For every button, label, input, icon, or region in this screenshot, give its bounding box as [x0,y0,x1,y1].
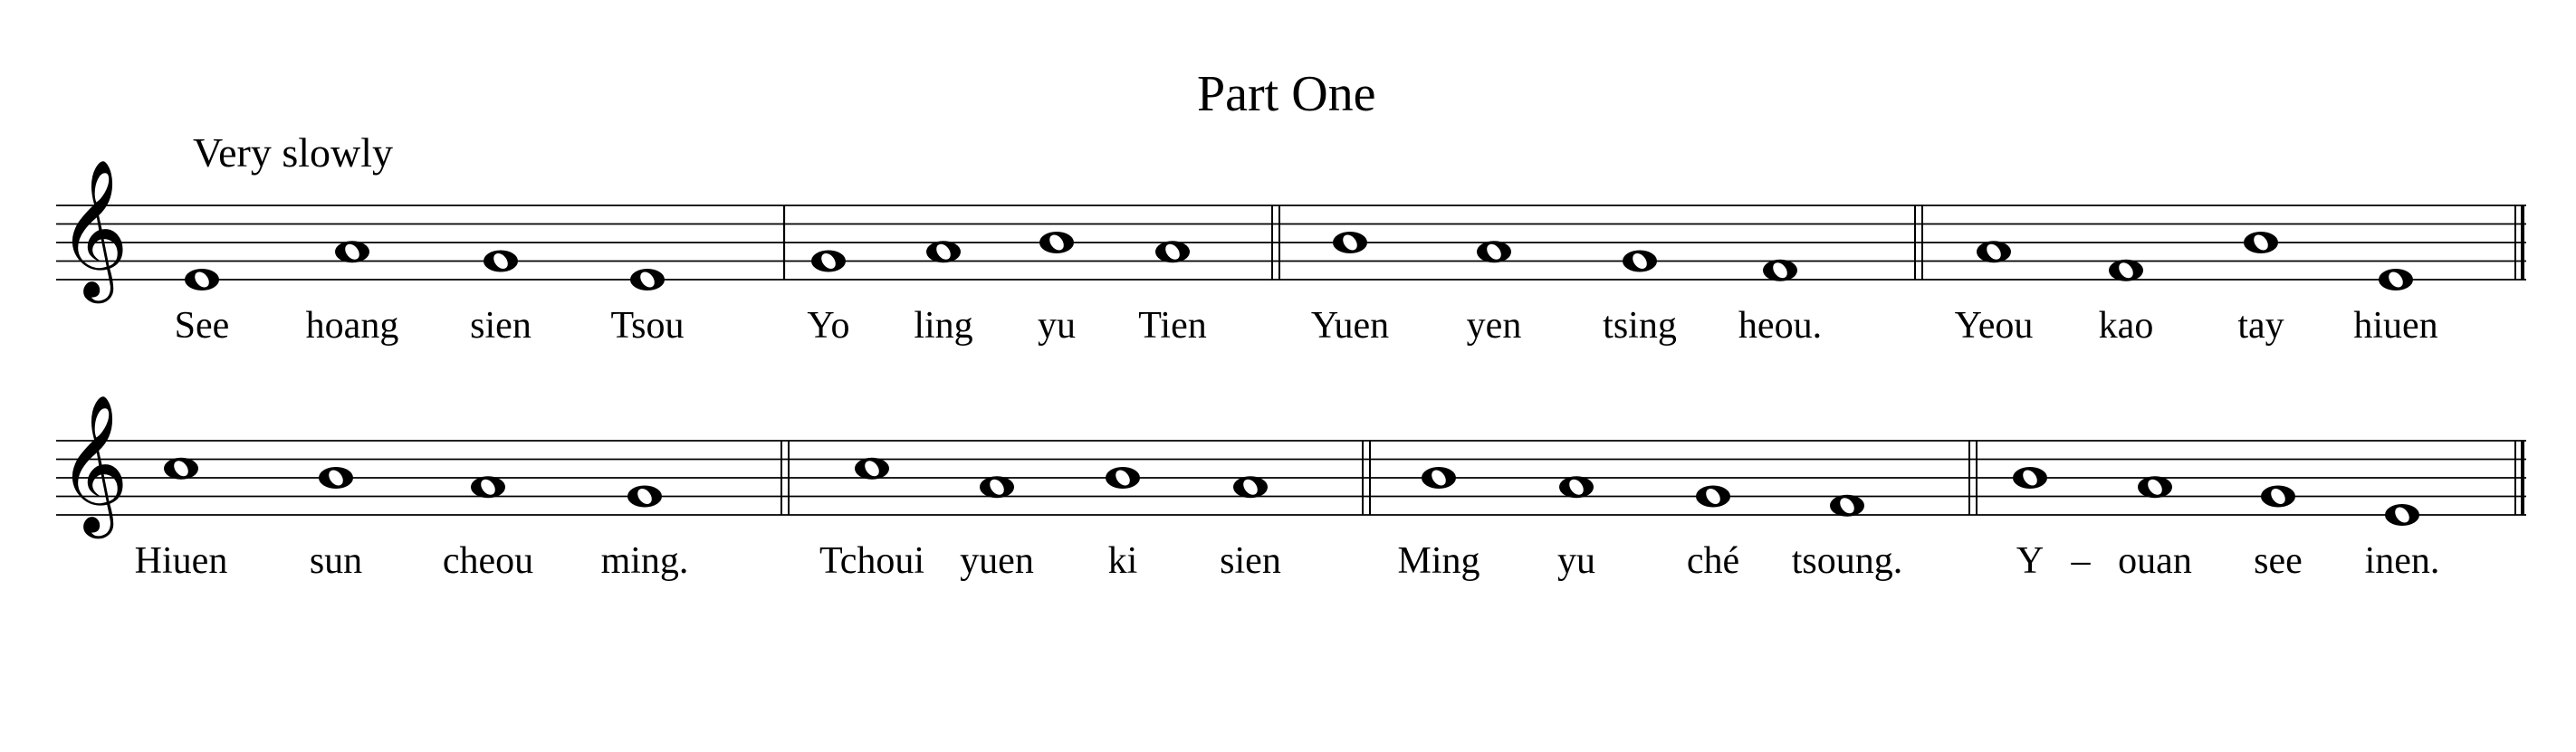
lyric-syllable: Tsou [610,305,685,347]
lyric-syllable: sien [1220,540,1281,582]
lyric-syllable: ouan [2118,540,2192,582]
lyric-syllable: ming. [600,540,689,582]
lyric-syllable: Tchoui [819,540,925,582]
whole-note [2244,232,2278,253]
lyric-syllable: inen. [2364,540,2440,582]
lyric-syllable: heou. [1738,305,1823,347]
whole-note [164,458,198,480]
whole-note [1155,241,1190,262]
whole-note [2379,269,2413,290]
lyric-syllable: cheou [442,540,534,582]
lyric-syllable: Ming [1397,540,1480,582]
lyric-syllable: tay [2237,305,2284,347]
whole-note [2109,260,2143,281]
whole-note [2385,504,2419,526]
lyric-syllable: yu [1557,540,1595,582]
whole-note [1039,232,1074,253]
lyric-syllable: Tien [1138,305,1207,347]
lyric-syllable: sien [470,305,531,347]
lyric-syllable: tsing [1603,305,1677,347]
whole-note [1106,467,1140,489]
whole-note [1422,467,1456,489]
page-title: Part One [1197,66,1376,122]
whole-note [630,269,665,290]
lyric-syllable: Yo [807,305,850,347]
lyric-syllable: ling [914,305,973,347]
whole-note [980,476,1014,498]
whole-note [1623,251,1657,272]
lyric-syllable: kao [2098,305,2154,347]
lyric-syllable: yen [1466,305,1522,347]
treble-clef-icon: 𝄞 [58,158,129,298]
whole-note [1696,486,1730,508]
lyric-syllable: yuen [960,540,1034,582]
whole-note [1830,495,1864,517]
whole-note [185,269,219,290]
whole-note [2261,486,2295,508]
lyric-syllable: Yeou [1954,305,2034,347]
whole-note [484,251,518,272]
whole-note [1233,476,1268,498]
whole-note [1477,241,1511,262]
whole-note [855,458,889,480]
lyric-syllable: ki [1107,540,1138,582]
whole-note [926,241,961,262]
lyric-syllable: Y [2016,540,2045,582]
lyric-syllable: yu [1038,305,1076,347]
whole-note [1977,241,2011,262]
lyric-syllable: See [174,305,230,347]
whole-note [319,467,353,489]
tempo-marking: Very slowly [193,129,394,176]
whole-note [1333,232,1367,253]
lyric-syllable: tsoung. [1791,540,1903,582]
lyric-syllable: sun [309,540,363,582]
lyric-syllable: Yuen [1310,305,1390,347]
lyric-hyphen: – [2071,540,2091,582]
whole-note [335,241,369,262]
whole-note [627,486,662,508]
whole-note [471,476,505,498]
lyric-syllable: Hiuen [134,540,228,582]
lyric-syllable: hoang [305,305,399,347]
whole-note [2138,476,2172,498]
lyric-syllable: ché [1686,540,1740,582]
whole-note [1559,476,1594,498]
lyric-syllable: see [2254,540,2303,582]
whole-note [2013,467,2047,489]
whole-note [1763,260,1797,281]
lyric-syllable: hiuen [2353,305,2438,347]
whole-note [811,251,846,272]
treble-clef-icon: 𝄞 [58,394,129,533]
